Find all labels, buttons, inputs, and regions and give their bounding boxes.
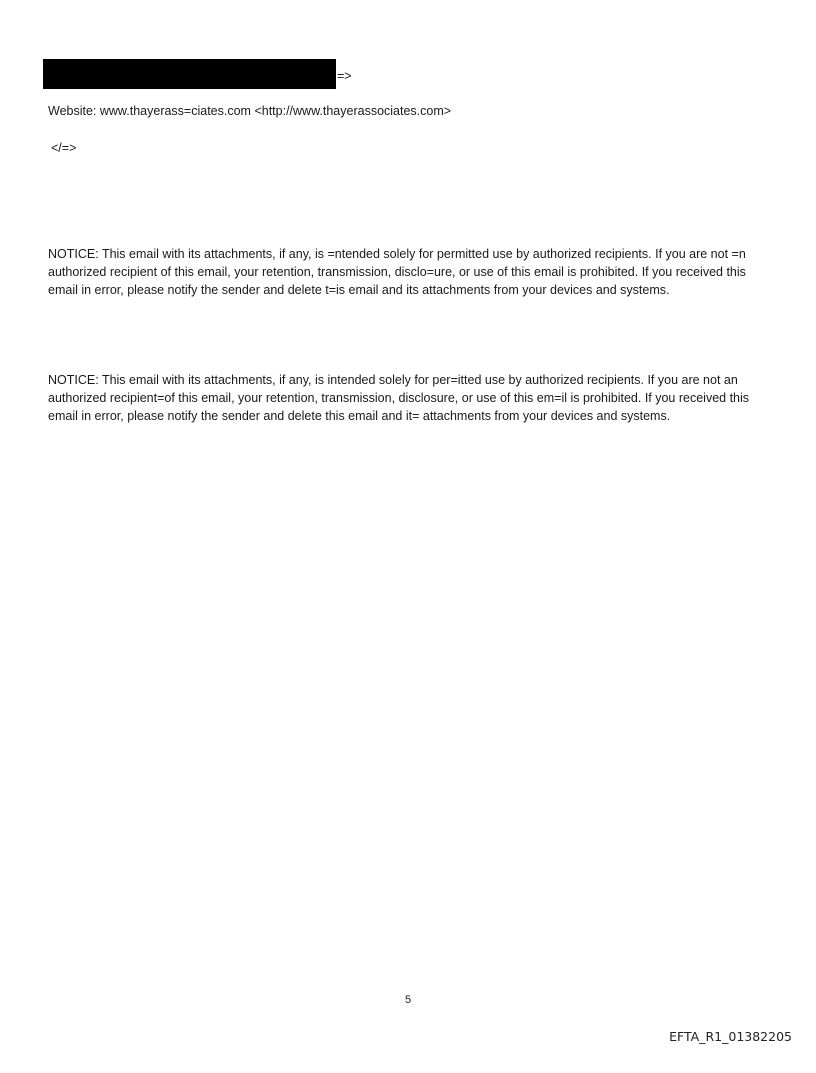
redacted-line-suffix: => (337, 69, 352, 83)
closing-tag-line: </=> (51, 141, 77, 155)
website-line: Website: www.thayerass=ciates.com <http://www.thayerassociates.com> (48, 104, 452, 118)
redacted-line (43, 59, 352, 89)
confidentiality-notice-1: NOTICE: This email with its attachments, if any, is =ntended solely for permitted use by authorized recipients. If you are not =n authorized recipient of this email, your retention, transmission, disclo=ure, or use of this email is prohibited. If you received this email in error, please notify the sender and delete t=is email and its attachments from your devices and systems. (48, 247, 746, 297)
page-number: 5 (404, 994, 412, 1006)
bates-number: EFTA_R1_01382205 (669, 1029, 792, 1044)
confidentiality-notice-2: NOTICE: This email with its attachments, if any, is intended solely for per=itted use by authorized recipients. If you are not an authorized recipient=of this email, your retention, transmission, disclosure, or use of this em=il is prohibited. If you received this email in error, please notify the sender and delete this email and it= attachments from your devices and systems. (48, 373, 750, 423)
redaction-bar (43, 59, 336, 89)
